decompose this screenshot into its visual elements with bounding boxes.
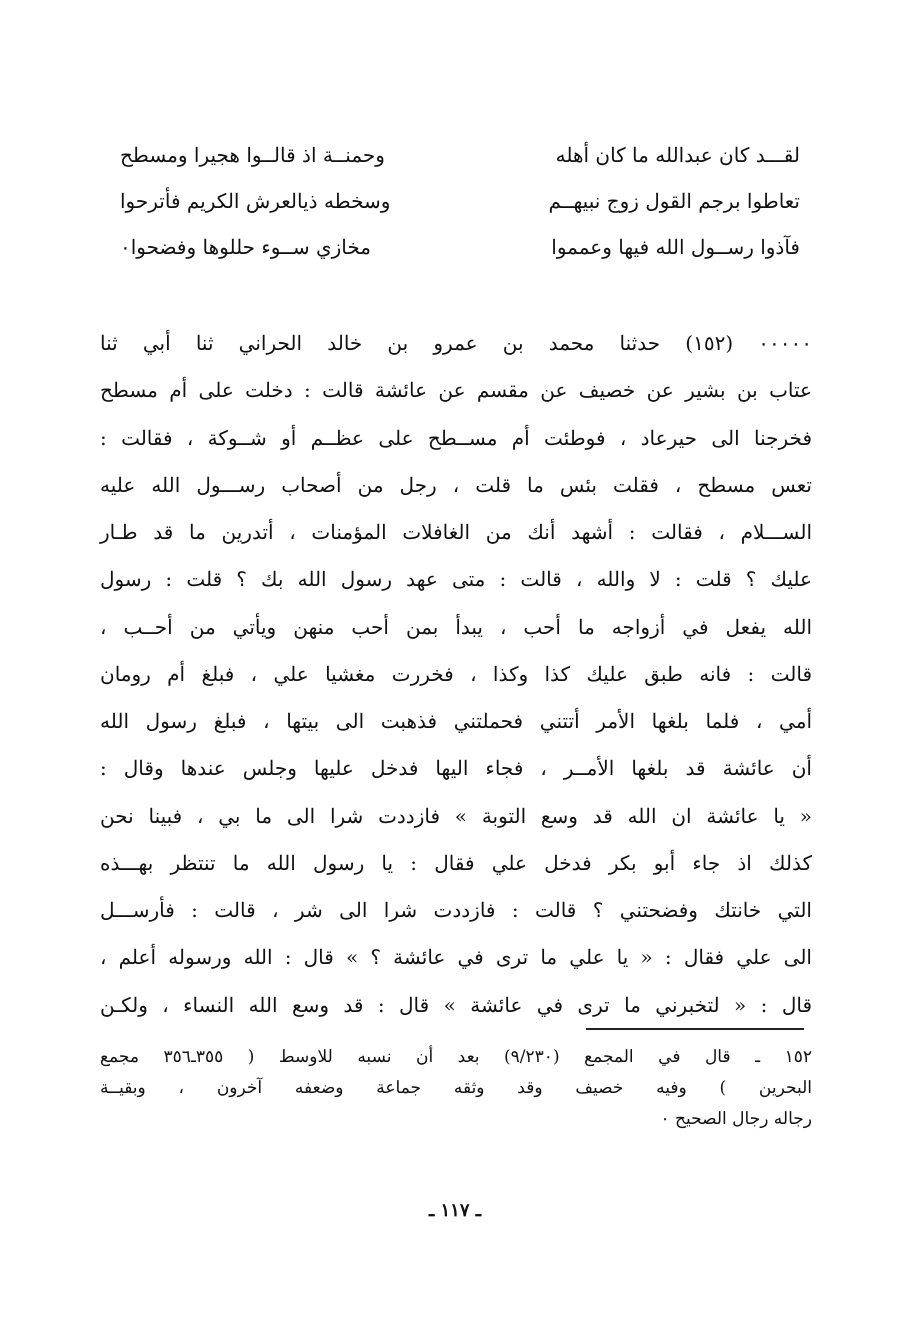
text-line: « يا عائشة ان الله قد وسع التوبة » فازددت شرا الى ما بي ، فبينا نحن [100, 803, 812, 828]
poem-first-hemistich: تعاطوا برجم القول زوج نبيهــم [548, 189, 800, 213]
text-line: قال : « لتخبرني ما ترى في عائشة » قال : قد وسع الله النساء ، ولكـن [100, 992, 812, 1017]
text-line: الى علي فقال : « يا علي ما ترى في عائشة ؟ » قال : الله ورسوله أعلم ، [100, 945, 812, 970]
poem-block [120, 132, 800, 270]
footnote-line: البحرين ) وفيه خصيف وقد وثقه جماعة وضعفه آخرون ، وبقيــة [100, 1078, 812, 1098]
hadith-text [100, 320, 812, 1029]
page-number: ـ ١١٧ ـ [428, 1200, 482, 1221]
footnote-line: ١٥٢ ـ قال في المجمع (٩/٢٣٠) بعد أن نسبه للاوسط ( ٣٥٥ـ٣٥٦ مجمع [100, 1047, 813, 1067]
poem-first-hemistich: لقـــد كان عبدالله ما كان أهله [555, 143, 800, 167]
poem-second-hemistich: وحمنــة اذ قالــوا هجيرا ومسطح [120, 143, 385, 167]
text-line: التي خانتك وفضحتني ؟ قالت : فازددت شرا الى شر ، قالت : فأرســـل [100, 898, 812, 922]
poem-line [120, 178, 800, 224]
text-line: أن عائشة قد بلغها الأمــر ، فجاء اليها فدخل عليها وجلس عندها وقال : [100, 756, 812, 781]
poem-line [120, 132, 800, 178]
text-line: الســـلام ، فقالت : أشهد أنك من الغافلات المؤمنات ، أتدرين ما قد طـار [100, 520, 812, 544]
footnote-divider [586, 1028, 804, 1030]
poem-line [120, 224, 800, 270]
text-line: الله يفعل في أزواجه ما أحب ، يبدأ بمن أحب منهن ويأتي من أحــب ، [100, 614, 812, 639]
text-line: عليك ؟ قلت : لا والله ، قالت : متى عهد رسول الله بك ؟ قلت : رسول [100, 567, 812, 592]
text-line: فخرجنا الى حيرعاد ، فوطئت أم مســطح على عظــم أو شــوكة ، فقالت : [100, 425, 812, 450]
text-line: تعس مسطح ، فقلت بئس ما قلت ، رجل من أصحاب رســـول الله عليه [100, 472, 812, 497]
text-line: عتاب بن بشير عن خصيف عن مقسم عن عائشة قالت : دخلت على أم مسطح [100, 378, 812, 403]
footnote-line: رجاله رجال الصحيح ٠ [660, 1109, 812, 1129]
poem-first-hemistich: فآذوا رســول الله فيها وعمموا [551, 235, 800, 259]
text-line: ٠٠٠٠٠ (١٥٢) حدثنا محمد بن عمرو بن خالد الحراني ثنا أبي ثنا [100, 331, 812, 355]
footnote [100, 1042, 812, 1135]
poem-second-hemistich: مخازي ســوء حللوها وفضحوا٠ [120, 235, 372, 259]
text-line: قالت : فانه طبق عليك كذا وكذا ، فخررت مغشيا علي ، فبلغ أم رومان [100, 661, 812, 686]
poem-second-hemistich: وسخطه ذيالعرش الكريم فأترحوا [120, 189, 391, 213]
text-line: كذلك اذ جاء أبو بكر فدخل علي فقال : يا رسول الله ما تنتظر بهـــذه [100, 850, 812, 875]
text-line: أمي ، فلما بلغها الأمر أتتني فحملتني فذهبت الى بيتها ، فبلغ رسول الله [100, 709, 812, 733]
